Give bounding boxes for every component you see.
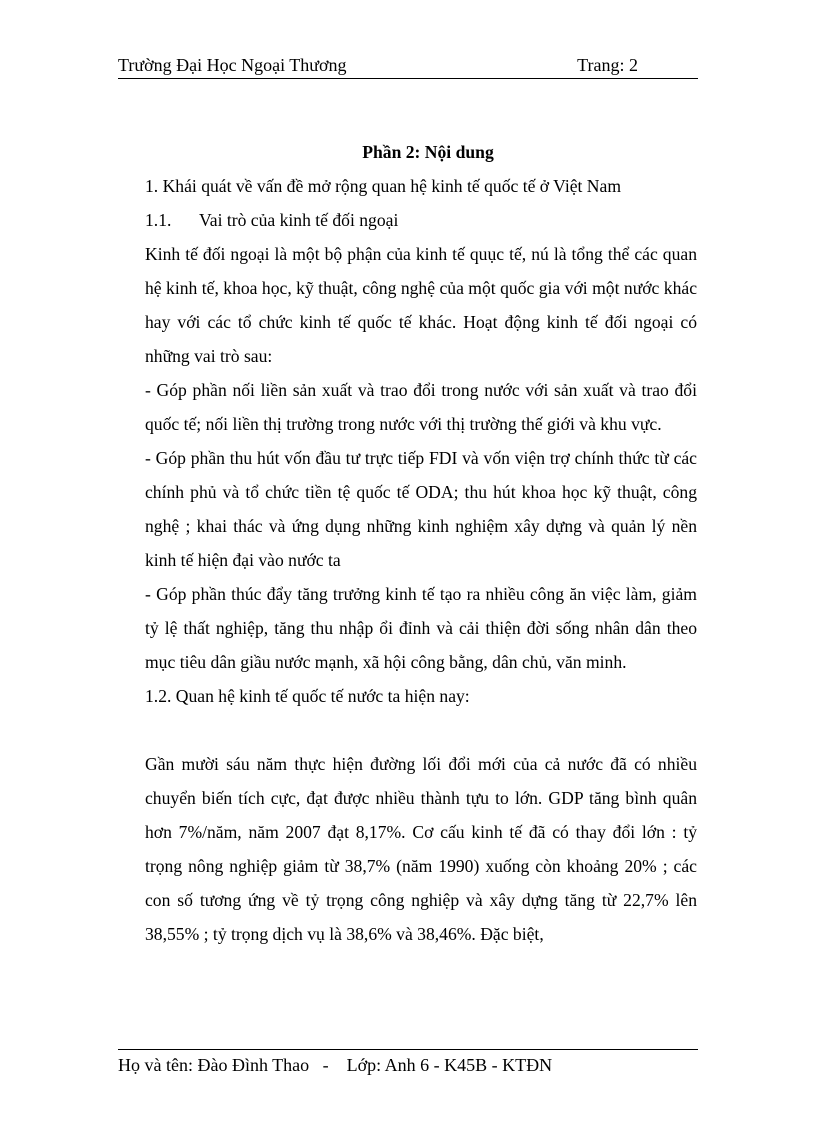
heading-1-2: 1.2. Quan hệ kinh tế quốc tế nước ta hiện nay: [145, 686, 470, 706]
heading-1-1 [145, 203, 697, 237]
page-header [118, 52, 698, 78]
page-content [145, 135, 697, 951]
footer-rule [118, 1049, 698, 1050]
paragraph-intro: Kinh tế đối ngoại là một bộ phận của kinh tế quục tế, nú là tổng thể các quan hệ kinh tế, khoa học, kỹ thuật, công nghệ của một quốc gia với một nước khác hay với các tổ chức kinh tế quốc tế khác. Hoạt động kinh tế đối ngoại có những vai trò sau: [145, 244, 697, 366]
school-name: Trường Đại Học Ngoại Thương [118, 55, 347, 75]
section-title: Phần 2: Nội dung [362, 142, 494, 162]
heading-1-1-number: 1.1. [145, 210, 172, 230]
paragraph-economy: Gần mười sáu năm thực hiện đường lối đổi mới của cả nước đã có nhiều chuyển biến tích cực, đạt được nhiều thành tựu to lớn. GDP tăng bình quân hơn 7%/năm, năm 2007 đạt 8,17%. Cơ cấu kinh tế đã có thay đổi lớn : tỷ trọng nông nghiệp giảm từ 38,7% (năm 1990) xuống còn khoảng 20% ; các con số tương ứng về tỷ trọng công nghiệp và xây dựng tăng từ 22,7% lên 38,55% ; tỷ trọng dịch vụ là 38,6% và 38,46%. Đặc biệt, [145, 754, 697, 944]
paragraph-role-3: - Góp phần thúc đẩy tăng trưởng kinh tế tạo ra nhiều công ăn việc làm, giảm tỷ lệ thất nghiệp, tăng thu nhập ổi đỉnh và cải thiện đời sống nhân dân theo mục tiêu dân giầu nước mạnh, xã hội công bằng, dân chủ, văn minh. [145, 584, 697, 672]
paragraph-role-1: - Góp phần nối liền sản xuất và trao đổi trong nước với sản xuất và trao đổi quốc tế; nối liền thị trường trong nước với thị trường thế giới và khu vực. [145, 380, 697, 434]
paragraph-role-2: - Góp phần thu hút vốn đầu tư trực tiếp FDI và vốn viện trợ chính thức từ các chính phủ và tổ chức tiền tệ quốc tế ODA; thu hút khoa học kỹ thuật, công nghệ ; khai thác và ứng dụng những kinh nghiệm xây dựng và quản lý nền kinh tế hiện đại vào nước ta [145, 448, 697, 570]
page-footer: Họ và tên: Đào Đình Thao - Lớp: Anh 6 - K45B - KTĐN [118, 1055, 553, 1075]
heading-1: 1. Khái quát về vấn đề mở rộng quan hệ kinh tế quốc tế ở Việt Nam [145, 176, 622, 196]
blank-line [145, 713, 697, 747]
heading-1-1-text: Vai trò của kinh tế đối ngoại [199, 210, 399, 230]
page-number: Trang: 2 [577, 55, 638, 75]
header-rule [118, 78, 698, 79]
